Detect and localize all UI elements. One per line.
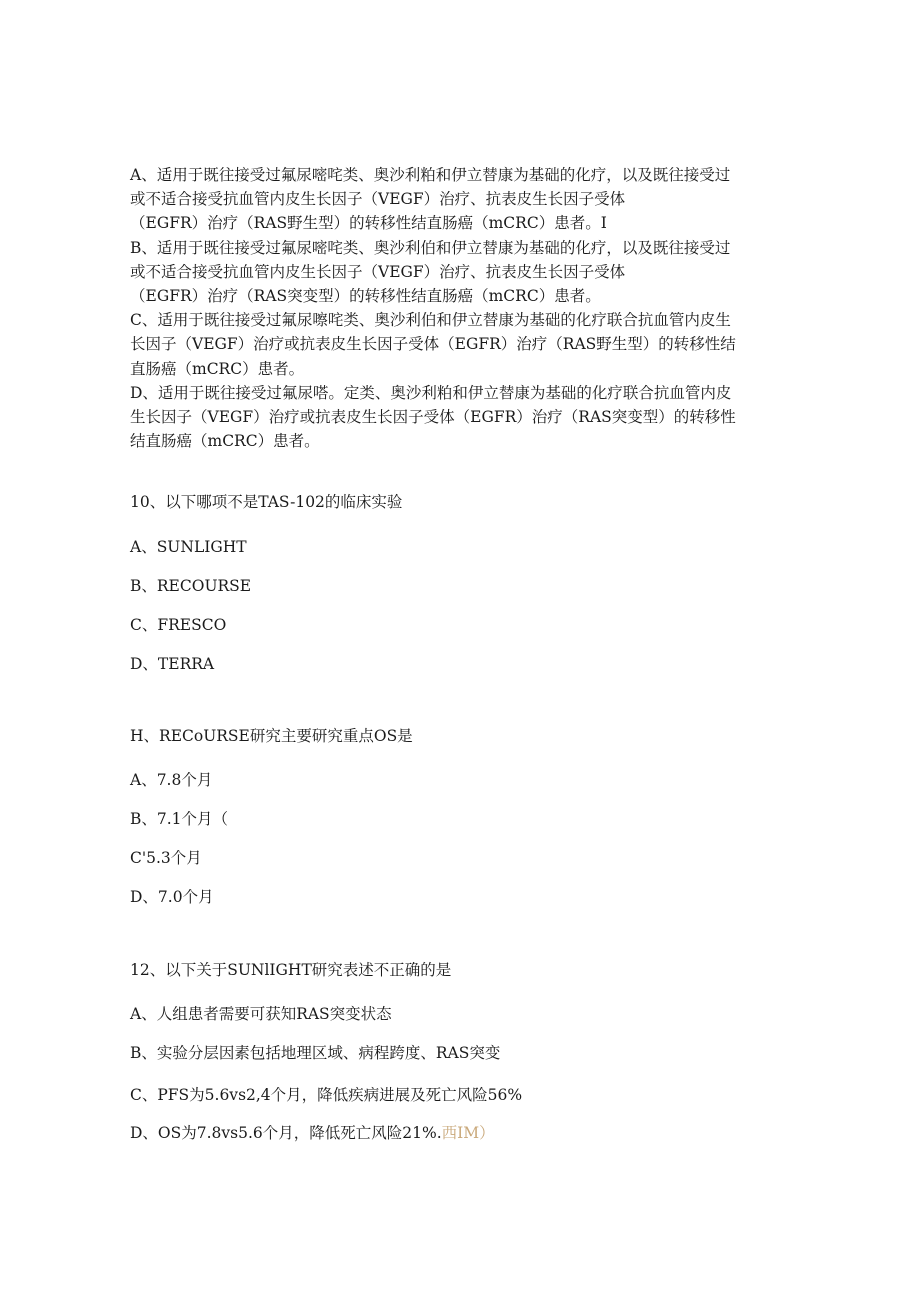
question-10-option-a: A、SUNLIGHT xyxy=(130,538,247,556)
option-a-line-3: （EGFR）治疗（RAS野生型）的转移性结直肠癌（mCRC）患者。I xyxy=(130,214,607,233)
option-c-line-2: 长因子（VEGF）治疗或抗表皮生长因子受体（EGFR）治疗（RAS野生型）的转移性结 xyxy=(130,335,736,354)
question-10-option-c: C、FRESCO xyxy=(130,616,227,634)
question-10-title: 10、以下哪项不是TAS-102的临床实验 xyxy=(130,493,403,511)
option-b-line-2: 或不适合接受抗血管内皮生长因子（VEGF）治疗、抗表皮生长因子受体 xyxy=(130,262,626,281)
option-d-line-3: 结直肠癌（mCRC）患者。 xyxy=(130,432,320,451)
option-a-line-1: A、适用于既往接受过氟尿嘧咤类、奥沙利粕和伊立替康为基础的化疗，以及既往接受过 xyxy=(130,166,731,184)
question-11-option-b: B、7.1个月（ xyxy=(130,810,229,828)
question-12-option-a: A、人组患者需要可获知RAS突变状态 xyxy=(130,1005,392,1023)
question-12-option-d-stamp: 西IM） xyxy=(441,1124,495,1142)
question-12-option-c: C、PFS为5.6vs2,4个月，降低疾病进展及死亡风险56% xyxy=(130,1086,523,1104)
option-d-line-2: 生长因子（VEGF）治疗或抗表皮生长因子受体（EGFR）治疗（RAS突变型）的转移性 xyxy=(130,408,736,427)
question-11-option-d: D、7.0个月 xyxy=(130,888,214,906)
option-a-line-2: 或不适合接受抗血管内皮生长因子（VEGF）治疗、抗表皮生长因子受体 xyxy=(130,190,626,209)
question-12-option-d-text: D、OS为7.8vs5.6个月，降低死亡风险21%. xyxy=(130,1124,442,1142)
option-d-line-1: D、适用于既往接受过氟尿嗒。定类、奥沙利粕和伊立替康为基础的化疗联合抗血管内皮 xyxy=(130,383,732,402)
option-b-line-1: B、适用于既往接受过氟尿嘧咤类、奥沙利伯和伊立替康为基础的化疗，以及既往接受过 xyxy=(130,238,731,257)
question-12-option-b: B、实验分层因素包括地理区域、病程跨度、RAS突变 xyxy=(130,1044,501,1062)
question-12-title: 12、以下关于SUNlIGHT研究表述不正确的是 xyxy=(130,961,452,979)
question-11-option-c: C'5.3个月 xyxy=(130,849,202,867)
question-12-option-d xyxy=(130,1121,495,1143)
question-11-title: H、RECoURSE研究主要研究重点OS是 xyxy=(130,727,413,745)
option-b-line-3: （EGFR）治疗（RAS突变型）的转移性结直肠癌（mCRC）患者。 xyxy=(130,287,601,306)
question-10-option-d: D、TERRA xyxy=(130,655,215,673)
option-c-line-3: 直肠癌（mCRC）患者。 xyxy=(130,359,305,378)
question-11-option-a: A、7.8个月 xyxy=(130,771,213,789)
question-10-option-b: B、RECOURSE xyxy=(130,577,252,595)
question-9-options xyxy=(130,163,790,453)
option-c-line-1: C、适用于既往接受过氟尿嚓咤类、奥沙利伯和伊立替康为基础的化疗联合抗血管内皮生 xyxy=(130,311,731,330)
